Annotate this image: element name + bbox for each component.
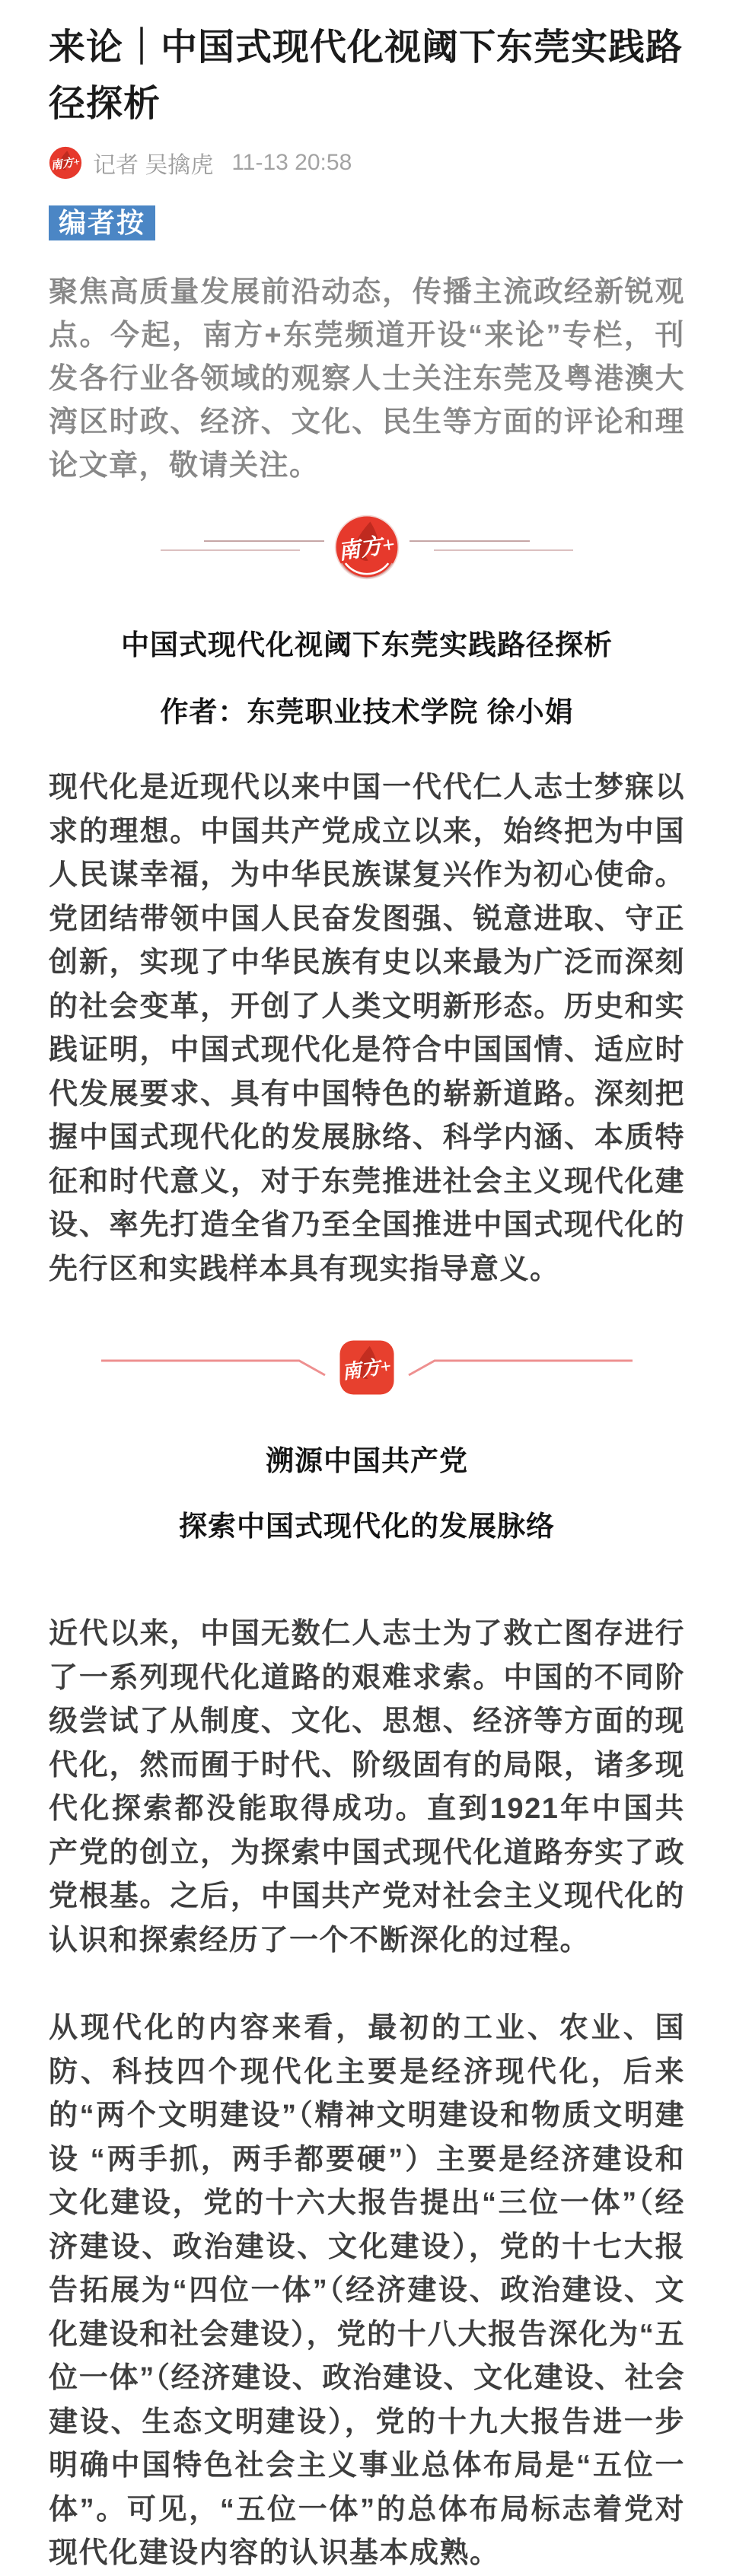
editor-note-badge: 编者按 (49, 205, 155, 240)
logo-text: 南方+ (336, 532, 397, 565)
section-heading-line1: 溯源中国共产党 (266, 1445, 468, 1476)
publish-timestamp: 11-13 20:58 (231, 150, 352, 175)
inner-article-title: 中国式现代化视阈下东莞实践路径探析 (121, 629, 613, 661)
article-title: 来论｜中国式现代化视阈下东莞实践路径探析 (49, 27, 684, 124)
paragraph: 从现代化的内容来看，最初的工业、农业、国防、科技四个现代化主要是经济现代化，后来的“两个文明建设”（精神文明建设和物质文明建设 “两手抓，两手都要硬”）主要是经济建设和文化建设，党的十六大报告提出“三位一体”（经济建设、政治建设、文化建设），党的十七大报告拓展为“四位一体”（经济建设、政治建设、文化建设和社会建设），党的十八大报告深化为“五位一体”（经济建设、政治建设、文化建设、社会建设、生态文明建设），党的十九大报告进一步明确中国特色社会主义事业总体布局是“五位一体”。可见，“五位一体”的总体布局标志着党对现代化建设内容的认识基本成熟。 (49, 2012, 685, 2569)
lead-paragraphs (49, 766, 685, 1291)
divider-line-left (161, 538, 324, 556)
reporter-name[interactable]: 记者 吴擒虎 (93, 153, 214, 178)
paragraph: 近代以来，中国无数仁人志士为了救亡图存进行了一系列现代化道路的艰难求索。中国的不同阶级尝试了从制度、文化、思想、经济等方面的现代化，然而囿于时代、阶级固有的局限，诸多现代化探索都没能取得成功。直到1921年中国共产党的创立，为探索中国式现代化道路夯实了政党根基。之后，中国共产党对社会主义现代化的认识和探索经历了一个不断深化的过程。 (49, 1618, 685, 1957)
paragraph: 现代化是近现代以来中国一代代仁人志士梦寐以求的理想。中国共产党成立以来，始终把为中国人民谋幸福，为中华民族谋复兴作为初心使命。党团结带领中国人民奋发图强、锐意进取、守正创新，实现了中华民族有史以来最为广泛而深刻的社会变革，开创了人类文明新形态。历史和实践证明，中国式现代化是符合中国国情、适应时代发展要求、具有中国特色的崭新道路。深刻把握中国式现代化的发展脉络、科学内涵、本质特征和时代意义，对于东莞推进社会主义现代化建设、率先打造全省乃至全国推进中国式现代化的先行区和实践样本具有现实指导意义。 (49, 772, 685, 1285)
nanfangplus-divider-square (49, 1336, 685, 1399)
section-paragraphs (49, 1613, 685, 2576)
byline (49, 146, 685, 180)
logo-text: 南方+ (340, 1356, 393, 1384)
nanfangplus-app-logo-icon (339, 1339, 395, 1396)
nanfangplus-divider-circle (49, 512, 685, 582)
nanfangplus-circle-logo-icon (333, 514, 400, 581)
divider-line-right (406, 1357, 634, 1378)
editor-note-text: 聚焦高质量发展前沿动态，传播主流政经新锐观点。今起，南方+东莞频道开设“来论”专栏，刊发各行业各领域的观察人士关注东莞及粤港澳大湾区时政、经济、文化、民生等方面的评论和理论文章，敬请关注。 (49, 276, 685, 482)
logo-text: 南方+ (49, 156, 81, 173)
nanfangplus-source-logo-icon[interactable] (49, 146, 82, 180)
section-heading-line2: 探索中国式现代化的发展脉络 (179, 1511, 555, 1542)
divider-line-right (410, 538, 573, 556)
divider-line-left (100, 1357, 328, 1378)
author-line: 作者：东莞职业技术学院 徐小娟 (160, 696, 574, 728)
